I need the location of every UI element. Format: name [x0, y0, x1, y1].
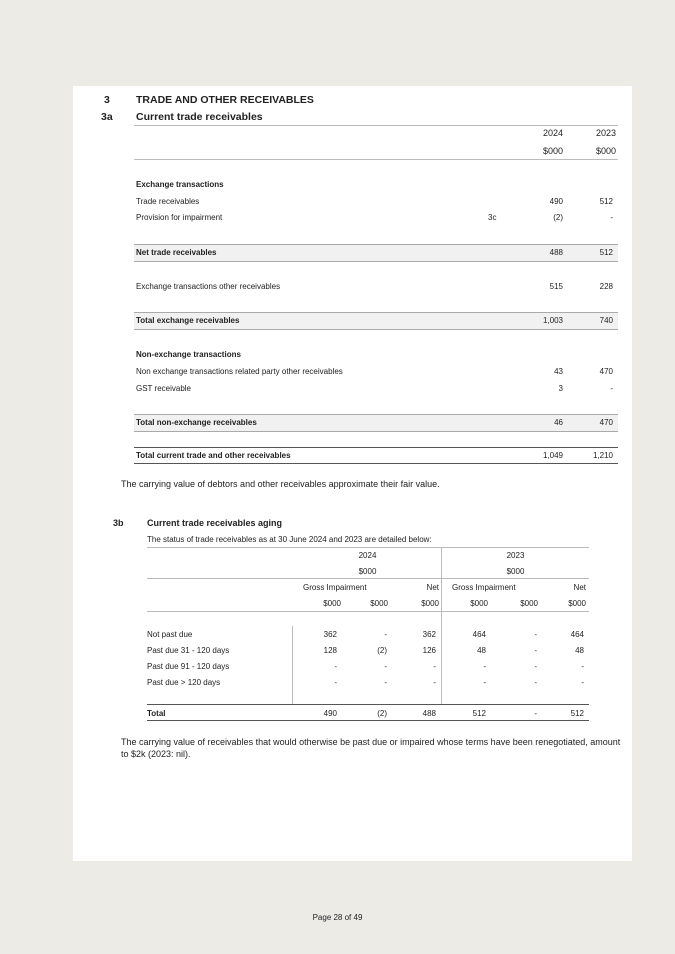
sub-unit: $000 — [421, 599, 439, 608]
net-2023: - — [581, 678, 584, 687]
sub-unit: $000 — [470, 599, 488, 608]
col-gross-impairment-2023: Gross Impairment — [452, 583, 516, 592]
table-top-rule — [134, 125, 618, 126]
net-2024: 488 — [422, 709, 436, 718]
value-2024: 515 — [549, 282, 563, 291]
aging-subheader-rule — [147, 611, 589, 612]
gross-2024: 362 — [323, 630, 337, 639]
row-label: Non exchange transactions related party other receivables — [136, 367, 343, 376]
aging-number: 3b — [113, 518, 124, 528]
col-unit-2024: $000 — [542, 146, 563, 156]
sub-unit: $000 — [370, 599, 388, 608]
subsection-number: 3a — [101, 111, 113, 123]
value-2024: 43 — [554, 367, 563, 376]
col-gross-impairment-2024: Gross Impairment — [303, 583, 367, 592]
aging-top-rule — [147, 547, 589, 548]
value-2023: 740 — [599, 316, 613, 325]
gross-2023: - — [483, 662, 486, 671]
value-2023: - — [610, 213, 613, 222]
total-top-rule — [134, 447, 618, 448]
net-2023: 48 — [575, 646, 584, 655]
net-2023: 464 — [570, 630, 584, 639]
subsection-title: Current trade receivables — [136, 111, 263, 123]
value-2024: 1,049 — [542, 451, 563, 460]
impairment-2024: (2) — [377, 646, 387, 655]
value-2023: 512 — [599, 248, 613, 257]
section-title: TRADE AND OTHER RECEIVABLES — [136, 94, 314, 106]
page-number: Page 28 of 49 — [312, 913, 363, 922]
header-rule — [134, 159, 618, 160]
value-2024: (2) — [553, 213, 563, 222]
sub-unit: $000 — [520, 599, 538, 608]
gross-2024: 128 — [323, 646, 337, 655]
gross-2024: - — [334, 662, 337, 671]
column-divider — [292, 626, 293, 704]
row-label: Total exchange receivables — [136, 316, 240, 325]
section-number: 3 — [104, 94, 110, 106]
net-2023: - — [581, 662, 584, 671]
impairment-2023: - — [534, 630, 537, 639]
aging-total-top-rule — [147, 704, 589, 705]
col-year-2023: 2023 — [595, 128, 616, 138]
column-divider — [441, 547, 442, 704]
row-label: Exchange transactions other receivables — [136, 282, 281, 291]
renegotiated-note: The carrying value of receivables that would otherwise be past due or impaired whose terms have been renegotiated, amount to $2k (2023: nil). — [121, 737, 621, 759]
aging-intro: The status of trade receivables as at 30 June 2024 and 2023 are detailed below: — [147, 535, 432, 544]
col-net-2024: Net — [426, 583, 439, 592]
sub-unit: $000 — [568, 599, 586, 608]
value-2024: 488 — [549, 248, 563, 257]
exchange-heading: Exchange transactions — [136, 180, 224, 189]
impairment-2023: - — [534, 646, 537, 655]
value-2024: 3 — [558, 384, 563, 393]
net-2024: - — [433, 662, 436, 671]
aging-unit-2024: $000 — [358, 567, 377, 576]
net-2024: 362 — [422, 630, 436, 639]
value-2023: - — [610, 384, 613, 393]
value-2023: 228 — [599, 282, 613, 291]
aging-year-2024: 2024 — [358, 551, 377, 560]
impairment-2023: - — [534, 662, 537, 671]
impairment-2024: (2) — [377, 709, 387, 718]
gross-2023: - — [483, 678, 486, 687]
impairment-2024: - — [384, 630, 387, 639]
aging-row-label: Past due 91 - 120 days — [147, 662, 230, 671]
impairment-2023: - — [534, 709, 537, 718]
gross-2024: - — [334, 678, 337, 687]
aging-header-rule — [147, 578, 589, 579]
non-exchange-heading: Non-exchange transactions — [136, 350, 241, 359]
impairment-2024: - — [384, 662, 387, 671]
aging-year-2023: 2023 — [506, 551, 525, 560]
net-2023: 512 — [570, 709, 584, 718]
col-unit-2023: $000 — [595, 146, 616, 156]
value-2023: 512 — [599, 197, 613, 206]
col-year-2024: 2024 — [542, 128, 563, 138]
col-net-2023: Net — [573, 583, 586, 592]
fair-value-note: The carrying value of debtors and other receivables approximate their fair value. — [121, 479, 440, 489]
impairment-2023: - — [534, 678, 537, 687]
gross-2023: 464 — [472, 630, 486, 639]
value-2024: 46 — [554, 418, 563, 427]
value-2023: 470 — [599, 367, 613, 376]
aging-row-label: Not past due — [147, 630, 193, 639]
total-bottom-rule — [134, 463, 618, 464]
row-label: Total current trade and other receivables — [136, 451, 291, 460]
row-label: Trade receivables — [136, 197, 200, 206]
row-label: GST receivable — [136, 384, 191, 393]
aging-unit-2023: $000 — [506, 567, 525, 576]
value-2024: 490 — [549, 197, 563, 206]
net-2024: - — [433, 678, 436, 687]
gross-2023: 512 — [472, 709, 486, 718]
row-label: Total non-exchange receivables — [136, 418, 257, 427]
gross-2024: 490 — [323, 709, 337, 718]
value-2024: 1,003 — [542, 316, 563, 325]
sub-unit: $000 — [323, 599, 341, 608]
row-label: Provision for impairment — [136, 213, 223, 222]
aging-title: Current trade receivables aging — [147, 518, 283, 528]
row-label: Net trade receivables — [136, 248, 217, 257]
aging-total-bottom-rule — [147, 720, 589, 721]
value-2023: 1,210 — [592, 451, 613, 460]
gross-2023: 48 — [477, 646, 486, 655]
note-ref: 3c — [488, 213, 497, 222]
aging-row-label: Past due 31 - 120 days — [147, 646, 230, 655]
aging-row-label: Past due > 120 days — [147, 678, 221, 687]
aging-total-label: Total — [147, 709, 166, 718]
net-2024: 126 — [422, 646, 436, 655]
impairment-2024: - — [384, 678, 387, 687]
value-2023: 470 — [599, 418, 613, 427]
